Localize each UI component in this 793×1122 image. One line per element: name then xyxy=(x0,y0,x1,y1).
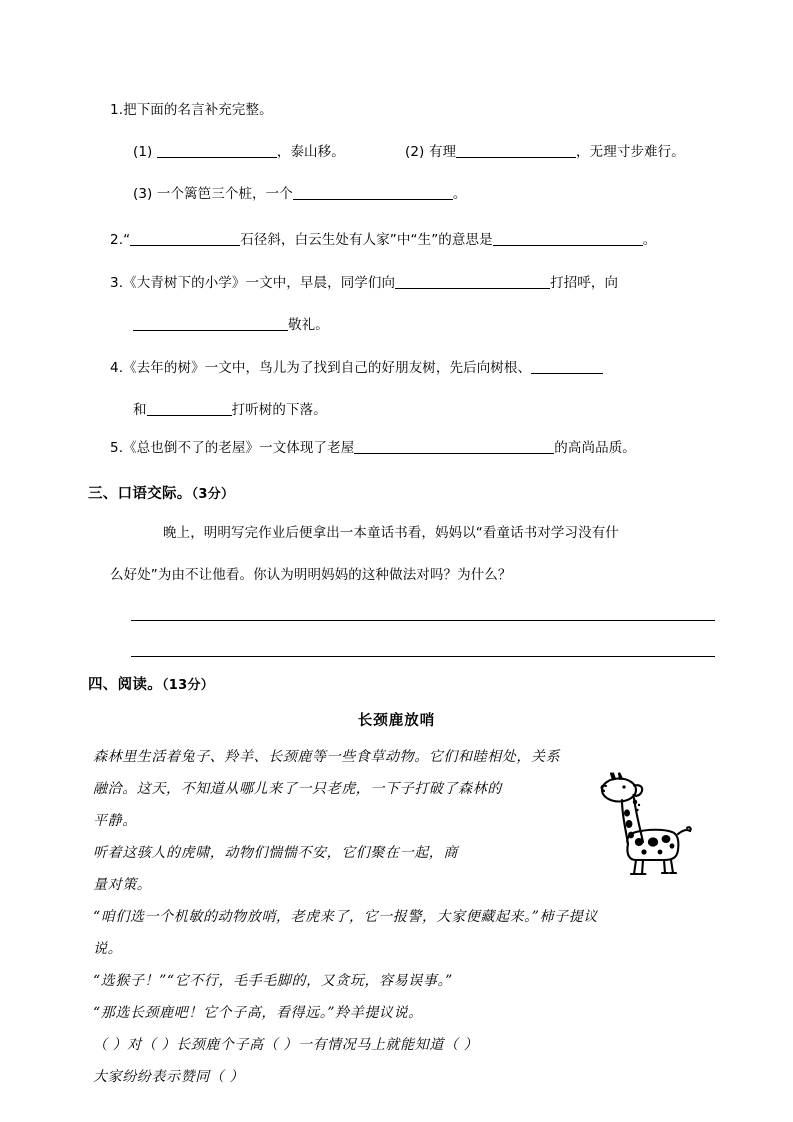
answer-rule-line[interactable] xyxy=(131,620,715,621)
sub-3-after: 。 xyxy=(452,186,467,202)
question-3-seg-0: 《大青树下的小学》一文中，早晨，同学们向 xyxy=(123,275,396,291)
giraffe-drawing-icon xyxy=(598,772,698,877)
question-1-stem xyxy=(110,104,273,118)
passage-line xyxy=(93,974,453,988)
oral-paragraph-text-2: 么好处”为由不让他看。你认为明明妈妈的这种做法对吗？为什么？ xyxy=(110,567,512,583)
answer-blank[interactable] xyxy=(293,186,453,200)
oral-paragraph-line-1 xyxy=(163,527,619,541)
section-heading-reading xyxy=(88,673,214,694)
sub-1-after: ，泰山移。 xyxy=(276,144,345,160)
section-oral-title: 三、口语交际。 xyxy=(88,486,192,502)
passage-line xyxy=(93,846,458,860)
answer-blank[interactable] xyxy=(531,360,603,374)
sub-2-label: (2) xyxy=(405,144,425,160)
passage-text: “那选长颈鹿吧！它个子高，看得远。”羚羊提议说。 xyxy=(93,1005,423,1021)
passage-text: 听着这骇人的虎啸，动物们惴惴不安，它们聚在一起，商 xyxy=(93,845,458,861)
sub-3-label: (3) xyxy=(133,186,153,202)
answer-blank[interactable] xyxy=(354,440,554,454)
passage-line xyxy=(93,878,151,892)
section-reading-title: 四、阅读。 xyxy=(88,677,162,693)
passage-text: 森林里生活着兔子、羚羊、长颈鹿等一些食草动物。它们和睦相处，关系 xyxy=(93,749,561,765)
question-1-text: 把下面的名言补充完整。 xyxy=(123,102,273,118)
question-4-line-1 xyxy=(110,360,603,376)
answer-blank[interactable] xyxy=(133,317,288,331)
passage-line xyxy=(93,942,122,956)
question-4-seg-3: 打听树的下落。 xyxy=(231,402,327,418)
question-3-line-2 xyxy=(133,317,329,333)
passage-text: 量对策。 xyxy=(93,877,152,893)
passage-text: “咱们选一个机敏的动物放哨，老虎来了，它一报警，大家便藏起来。”柿子提议 xyxy=(93,909,598,925)
answer-blank[interactable] xyxy=(130,232,240,246)
punctuation-exercise-line-2 xyxy=(93,1070,244,1084)
answer-blank[interactable] xyxy=(456,144,576,158)
question-2-number: 2. xyxy=(110,232,124,248)
answer-blank[interactable] xyxy=(147,402,232,416)
answer-rule-line[interactable] xyxy=(131,656,715,657)
sub-2-before: 有理 xyxy=(428,144,457,160)
punctuation-exercise-line-1 xyxy=(93,1038,478,1052)
question-3-line-1 xyxy=(110,275,618,291)
question-5-seg-2: 的高尚品质。 xyxy=(554,440,636,456)
question-1-number: 1. xyxy=(110,102,124,118)
question-2-seg-4: 。 xyxy=(642,232,657,248)
passage-line xyxy=(93,1006,423,1020)
punctuation-exercise-text[interactable]: （ ）对（ ）长颈鹿个子高（ ）一有情况马上就能知道（ ） xyxy=(93,1037,479,1053)
question-4-number: 4. xyxy=(110,360,124,376)
answer-blank[interactable] xyxy=(157,144,277,158)
punctuation-exercise-text[interactable]: 大家纷纷表示赞同（ ） xyxy=(93,1069,245,1085)
question-3-seg-2: 打招呼，向 xyxy=(550,275,619,291)
question-2-seg-0: “ xyxy=(123,232,131,248)
passage-text: 说。 xyxy=(93,941,123,957)
passage-line xyxy=(93,750,560,764)
passage-text: 融洽。这天，不知道从哪儿来了一只老虎，一下子打破了森林的 xyxy=(93,781,502,797)
passage-text: “选猴子！”“它不行，毛手毛脚的，又贪玩，容易误事。” xyxy=(93,973,453,989)
section-reading-points: （13分） xyxy=(162,678,215,693)
answer-blank[interactable] xyxy=(395,275,550,289)
oral-paragraph-text-1: 晚上，明明写完作业后便拿出一本童话书看，妈妈以“看童话书对学习没有什 xyxy=(163,525,619,541)
question-2-seg-2: 石径斜，白云生处有人家”中“生”的意思是 xyxy=(240,232,493,248)
oral-paragraph-line-2 xyxy=(110,569,512,583)
section-oral-points: （3分） xyxy=(191,487,235,502)
question-4-seg-1: 和 xyxy=(133,402,147,418)
sub-1-label: (1) xyxy=(133,144,153,160)
question-1-sub-1 xyxy=(133,144,345,160)
passage-line xyxy=(93,910,598,924)
question-3-seg-3: 敬礼。 xyxy=(288,317,329,333)
passage-title: 长颈鹿放哨 xyxy=(357,713,436,729)
passage-line xyxy=(93,814,137,828)
question-3-number: 3. xyxy=(110,275,124,291)
question-4-line-2 xyxy=(133,402,327,418)
question-4-seg-0: 《去年的树》一文中，鸟儿为了找到自己的好朋友树，先后向树根、 xyxy=(123,360,532,376)
question-5-seg-0: 《总也倒不了的老屋》一文体现了老屋 xyxy=(123,440,355,456)
sub-2-after: ，无理寸步难行。 xyxy=(576,144,685,160)
sub-3-before: 一个篱笆三个桩，一个 xyxy=(156,186,293,202)
question-2 xyxy=(110,232,656,248)
question-5-number: 5. xyxy=(110,440,124,456)
answer-blank[interactable] xyxy=(493,232,643,246)
question-1-sub-3 xyxy=(133,186,466,202)
section-heading-oral xyxy=(88,482,234,503)
question-5 xyxy=(110,440,636,456)
passage-text: 平静。 xyxy=(93,813,137,829)
question-1-sub-2 xyxy=(405,144,685,160)
passage-line xyxy=(93,782,502,796)
